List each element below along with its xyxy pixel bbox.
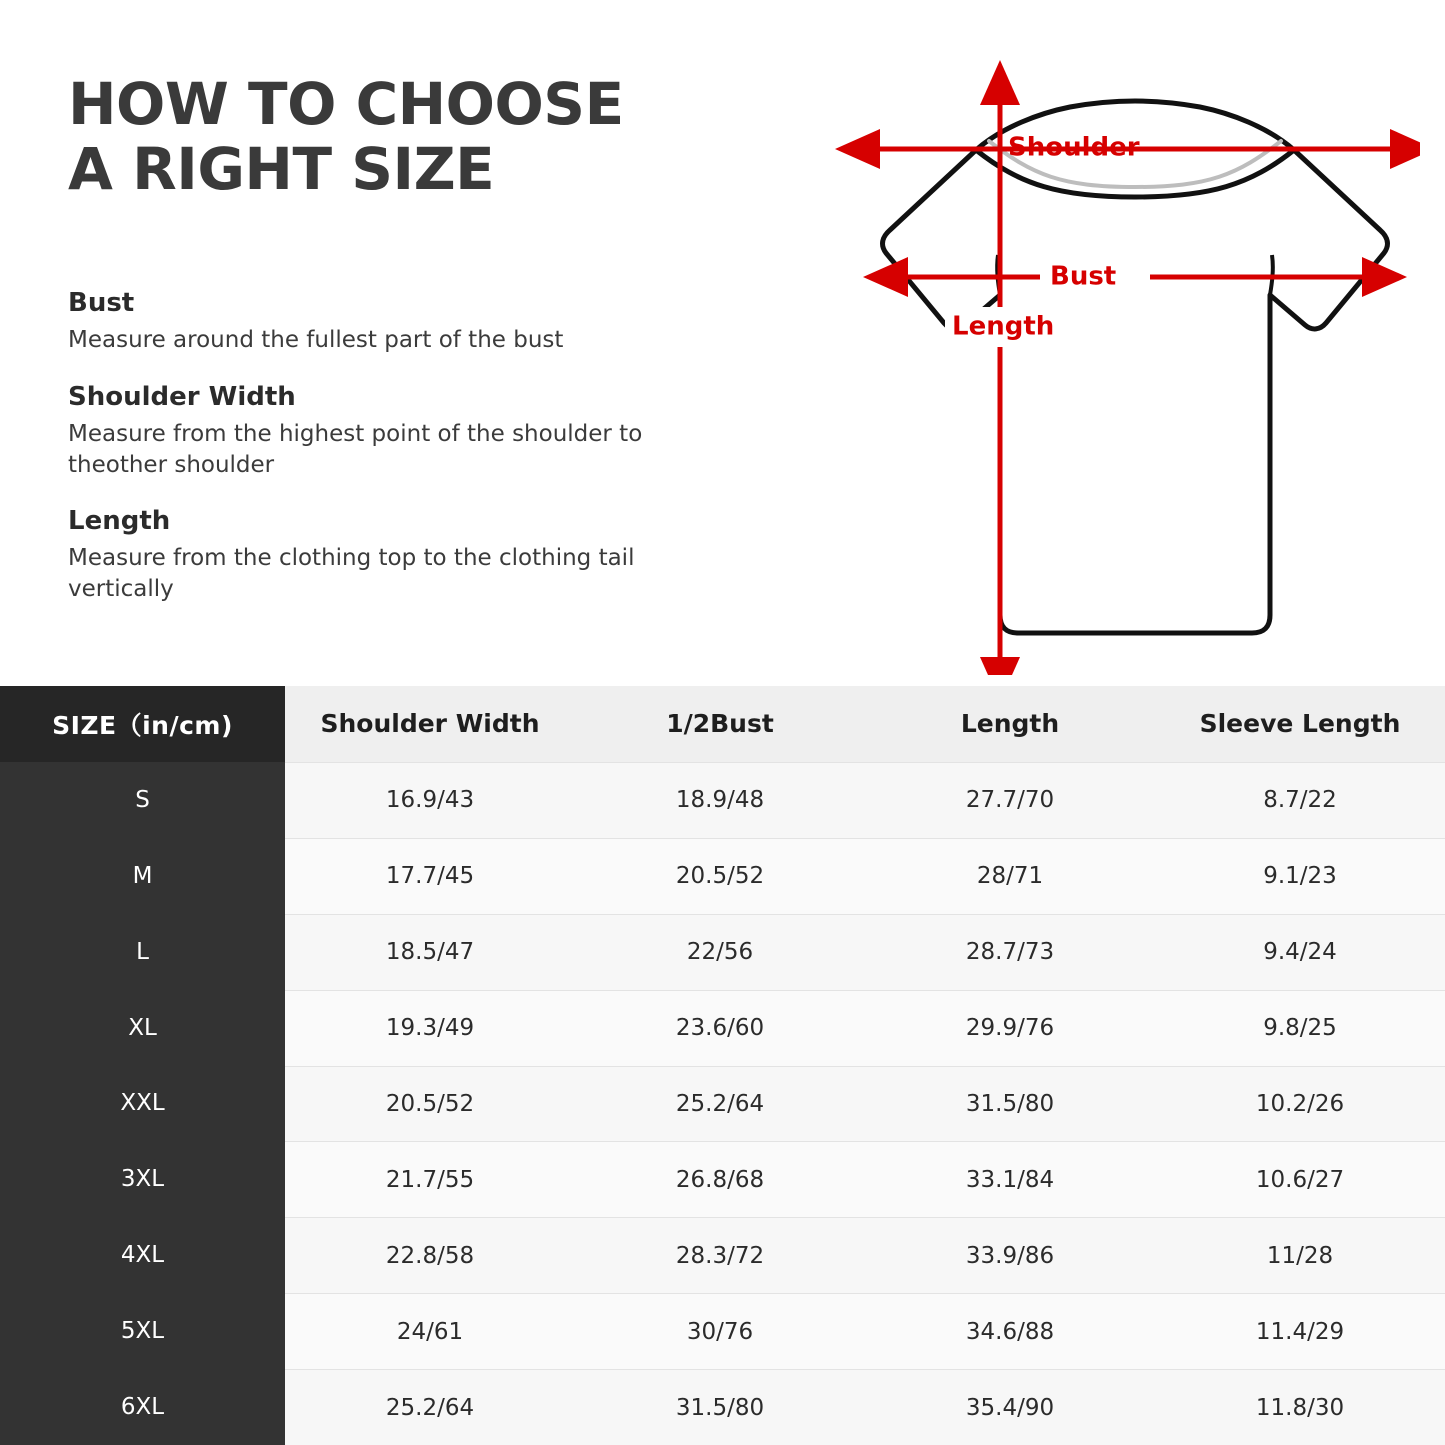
- table-header-shoulder-width: Shoulder Width: [285, 686, 575, 762]
- table-cell: 11.4/29: [1155, 1293, 1445, 1369]
- svg-text:Shoulder: Shoulder: [1008, 132, 1140, 163]
- definition-shoulder-width-desc: Measure from the highest point of the shoulder to theother shoulder: [68, 420, 643, 478]
- definition-length-term: Length: [68, 506, 171, 537]
- table-row-size-label: XXL: [0, 1066, 285, 1142]
- table-cell: 30/76: [575, 1293, 865, 1369]
- svg-text:Bust: Bust: [1050, 261, 1117, 292]
- svg-text:Length: Length: [952, 311, 1055, 342]
- table-cell: 35.4/90: [865, 1369, 1155, 1445]
- table-cell: 27.7/70: [865, 762, 1155, 838]
- table-cell: 29.9/76: [865, 990, 1155, 1066]
- table-cell: 8.7/22: [1155, 762, 1445, 838]
- table-cell: 18.9/48: [575, 762, 865, 838]
- table-cell: 18.5/47: [285, 914, 575, 990]
- table-cell: 28.7/73: [865, 914, 1155, 990]
- definition-length: [68, 506, 708, 604]
- table-cell: 22/56: [575, 914, 865, 990]
- table-cell: 9.1/23: [1155, 838, 1445, 914]
- definition-bust-desc: Measure around the fullest part of the bust: [68, 327, 564, 354]
- size-table: [0, 686, 1445, 1445]
- info-section: [0, 0, 1445, 686]
- table-cell: 34.6/88: [865, 1293, 1155, 1369]
- definition-bust-term: Bust: [68, 288, 135, 318]
- table-row-size-label: L: [0, 914, 285, 990]
- table-row-size-label: 4XL: [0, 1217, 285, 1293]
- table-row-size-label: XL: [0, 990, 285, 1066]
- table-cell: 21.7/55: [285, 1141, 575, 1217]
- table-cell: 22.8/58: [285, 1217, 575, 1293]
- table-cell: 23.6/60: [575, 990, 865, 1066]
- page-title-line-1: HOW TO CHOOSE: [68, 70, 624, 138]
- table-cell: 9.8/25: [1155, 990, 1445, 1066]
- table-cell: 26.8/68: [575, 1141, 865, 1217]
- shoulder-measure-arrow: [880, 127, 1390, 171]
- table-header-1-2bust: 1/2Bust: [575, 686, 865, 762]
- table-cell: 17.7/45: [285, 838, 575, 914]
- table-cell: 10.2/26: [1155, 1066, 1445, 1142]
- definition-shoulder-width-term: Shoulder Width: [68, 381, 296, 412]
- table-cell: 24/61: [285, 1293, 575, 1369]
- table-cell: 31.5/80: [575, 1369, 865, 1445]
- table-cell: 11/28: [1155, 1217, 1445, 1293]
- tshirt-outline-shape: [883, 101, 1388, 633]
- table-cell: 16.9/43: [285, 762, 575, 838]
- table-row-size-label: S: [0, 762, 285, 838]
- table-cell: 33.1/84: [865, 1141, 1155, 1217]
- definition-bust: [68, 288, 708, 356]
- table-header-sleeve-length: Sleeve Length: [1155, 686, 1445, 762]
- table-cell: 10.6/27: [1155, 1141, 1445, 1217]
- table-row-size-label: M: [0, 838, 285, 914]
- table-cell: 9.4/24: [1155, 914, 1445, 990]
- table-row-size-label: 6XL: [0, 1369, 285, 1445]
- definition-length-desc: Measure from the clothing top to the clothing tail vertically: [68, 545, 635, 602]
- table-cell: 20.5/52: [285, 1066, 575, 1142]
- measurement-definitions: [68, 288, 708, 630]
- table-cell: 31.5/80: [865, 1066, 1155, 1142]
- table-cell: 28.3/72: [575, 1217, 865, 1293]
- table-cell: 25.2/64: [575, 1066, 865, 1142]
- table-cell: 11.8/30: [1155, 1369, 1445, 1445]
- table-cell: 33.9/86: [865, 1217, 1155, 1293]
- table-row-size-label: 5XL: [0, 1293, 285, 1369]
- table-row-size-label: 3XL: [0, 1141, 285, 1217]
- page-title-line-2: A RIGHT SIZE: [68, 134, 495, 203]
- definition-shoulder-width: [68, 382, 708, 480]
- table-cell: 19.3/49: [285, 990, 575, 1066]
- table-header-length: Length: [865, 686, 1155, 762]
- table-cell: 28/71: [865, 838, 1155, 914]
- tshirt-diagram: [740, 55, 1420, 675]
- page-title: [68, 72, 728, 202]
- table-cell: 20.5/52: [575, 838, 865, 914]
- table-cell: 25.2/64: [285, 1369, 575, 1445]
- table-header-size: SIZE（in/cm): [0, 686, 285, 762]
